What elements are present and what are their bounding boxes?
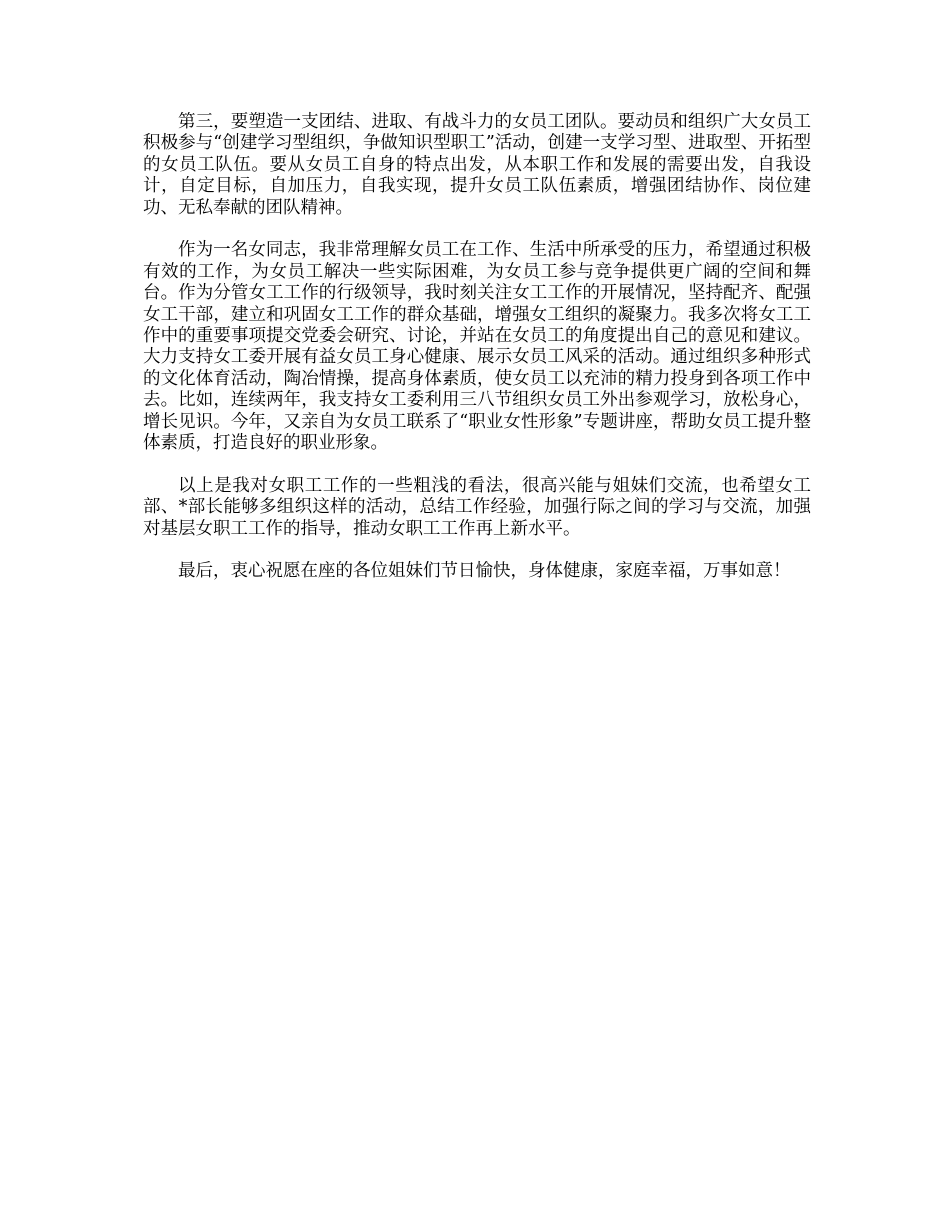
paragraph-personal-work: 作为一名女同志，我非常理解女员工在工作、生活中所承受的压力，希望通过积极有效的工作，为女员工解决一些实际困难，为女员工参与竞争提供更广阔的空间和舞台。作为分管女工工作的行级领导，我时刻关注女工工作的开展情况，坚持配齐、配强女工干部，建立和巩固女工工作的群众基础，增强女工组织的凝聚力。我多次将女工工作中的重要事项提交党委会研究、讨论，并站在女员工的角度提出自己的意见和建议。大力支持女工委开展有益女员工身心健康、展示女员工风采的活动。通过组织多种形式的文化体育活动，陶冶情操，提高身体素质，使女员工以充沛的精力投身到各项工作中去。比如，连续两年，我支持女工委利用三八节组织女员工外出参观学习，放松身心，增长见识。今年，又亲自为女员工联系了“职业女性形象”专题讲座，帮助女员工提升整体素质，打造良好的职业形象。	[143, 240, 811, 454]
document-body	[143, 112, 811, 583]
paragraph-team-building: 第三，要塑造一支团结、进取、有战斗力的女员工团队。要动员和组织广大女员工积极参与“创建学习型组织，争做知识型职工”活动，创建一支学习型、进取型、开拓型的女员工队伍。要从女员工自身的特点出发，从本职工作和发展的需要出发，自我设计，自定目标，自加压力，自我实现，提升女员工队伍素质，增强团结协作、岗位建功、无私奉献的团队精神。	[143, 112, 811, 218]
paragraph-closing-views: 以上是我对女职工工作的一些粗浅的看法，很高兴能与姐妹们交流，也希望女工部、*部长能够多组织这样的活动，总结工作经验，加强行际之间的学习与交流，加强对基层女职工工作的指导，推动女职工工作再上新水平。	[143, 475, 811, 539]
paragraph-best-wishes: 最后，衷心祝愿在座的各位姐妹们节日愉快，身体健康，家庭幸福，万事如意！	[178, 561, 791, 582]
